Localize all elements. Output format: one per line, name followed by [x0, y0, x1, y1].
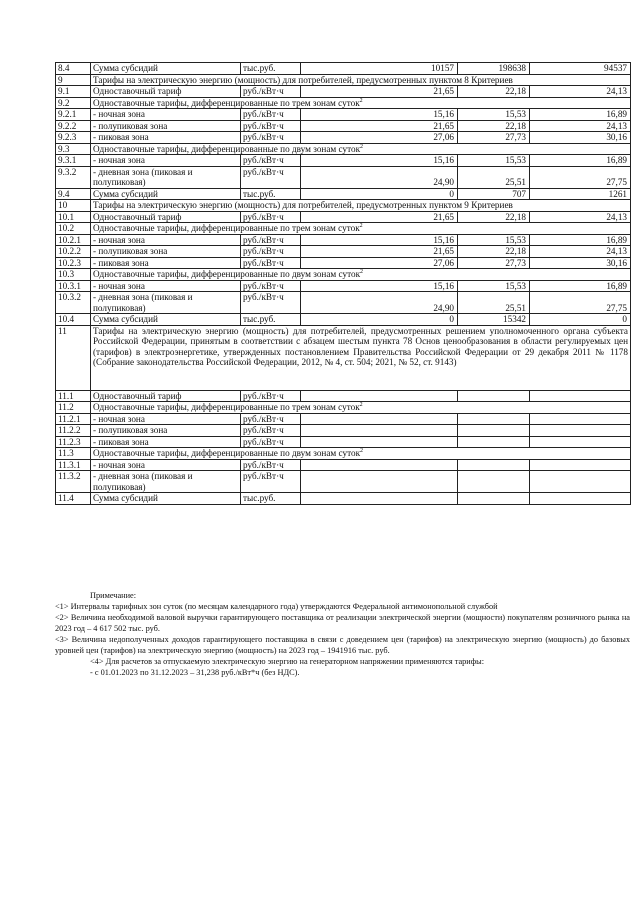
- row-name: - пиковая зона: [91, 257, 241, 269]
- value-cell: [301, 459, 458, 471]
- value-cell: 22,18: [458, 86, 530, 98]
- table-row: [56, 97, 631, 109]
- value-cell: 30,16: [530, 132, 631, 144]
- row-unit: руб./кВт·ч: [241, 86, 301, 98]
- value-cell: 25,51: [458, 292, 530, 314]
- value-cell: 27,73: [458, 257, 530, 269]
- row-number: 11.3.2: [56, 471, 91, 493]
- value-cell: 21,65: [301, 211, 458, 223]
- row-number: 10.2.1: [56, 234, 91, 246]
- row-name: - дневная зона (пиковая и полупиковая): [91, 292, 241, 314]
- footnote-marker: 2: [360, 268, 364, 275]
- value-cell: [530, 413, 631, 425]
- row-unit: руб./кВт·ч: [241, 246, 301, 258]
- value-cell: 27,06: [301, 257, 458, 269]
- value-cell: [458, 471, 530, 493]
- value-cell: 15,53: [458, 109, 530, 121]
- table-row: [56, 223, 631, 235]
- value-cell: 15,16: [301, 109, 458, 121]
- value-cell: 15,16: [301, 234, 458, 246]
- row-name: - ночная зона: [91, 413, 241, 425]
- table-body: [56, 63, 631, 505]
- row-name: - полупиковая зона: [91, 246, 241, 258]
- row-name: Сумма субсидий: [91, 63, 241, 75]
- row-number: 9.2.1: [56, 109, 91, 121]
- table-row: [56, 120, 631, 132]
- value-cell: 0: [530, 314, 631, 326]
- value-cell: 15,16: [301, 155, 458, 167]
- row-unit: тыс.руб.: [241, 188, 301, 200]
- value-cell: 15342: [458, 314, 530, 326]
- value-cell: [301, 413, 458, 425]
- value-cell: [458, 425, 530, 437]
- section-heading: [91, 74, 631, 86]
- section-heading: [91, 223, 631, 235]
- table-row: [56, 74, 631, 86]
- row-name: - ночная зона: [91, 155, 241, 167]
- footnote-marker: 2: [360, 447, 364, 454]
- row-unit: руб./кВт·ч: [241, 413, 301, 425]
- value-cell: 24,13: [530, 211, 631, 223]
- section-heading-text: Одноставочные тарифы, дифференцированные по двум зонам суток: [93, 269, 361, 279]
- value-cell: 25,51: [458, 166, 530, 188]
- value-cell: [301, 425, 458, 437]
- value-cell: [530, 436, 631, 448]
- section-heading-text: Одноставочные тарифы, дифференцированные по трем зонам суток: [93, 402, 360, 412]
- table-row: [56, 436, 631, 448]
- row-unit: руб./кВт·ч: [241, 132, 301, 144]
- value-cell: 15,16: [301, 280, 458, 292]
- note-3: <3> Величина недополученных доходов гарантирующего поставщика в связи с доведением цен (тарифов) на электрическую энергию (мощность) до базовых уровней цен (тарифов) на электрическую энергию (мощность) на 2023 год – 1941916 тыс. руб.: [55, 635, 630, 655]
- row-number: 10.1: [56, 211, 91, 223]
- row-name: - полупиковая зона: [91, 425, 241, 437]
- notes-section: [55, 590, 630, 678]
- row-number: 9.4: [56, 188, 91, 200]
- value-cell: [530, 459, 631, 471]
- table-row: [56, 280, 631, 292]
- row-number: 11.4: [56, 493, 91, 505]
- row-unit: тыс.руб.: [241, 63, 301, 75]
- row-number: 9.2.2: [56, 120, 91, 132]
- footnote-marker: 2: [359, 97, 363, 104]
- row-number: 9.3: [56, 143, 91, 155]
- section-heading-text: Одноставочные тарифы, дифференцированные по трем зонам суток: [93, 97, 360, 108]
- value-cell: 24,13: [530, 86, 631, 98]
- row-number: 11.2: [56, 402, 91, 414]
- value-cell: 21,65: [301, 120, 458, 132]
- table-row: [56, 86, 631, 98]
- table-row: [56, 188, 631, 200]
- row-unit: руб./кВт·ч: [241, 280, 301, 292]
- note-5: - с 01.01.2023 по 31.12.2023 – 31,238 руб./кВт*ч (без НДС).: [90, 668, 300, 677]
- value-cell: [458, 459, 530, 471]
- value-cell: 22,18: [458, 120, 530, 132]
- row-number: 9.2.3: [56, 132, 91, 144]
- row-number: 11.2.2: [56, 425, 91, 437]
- value-cell: 24,90: [301, 166, 458, 188]
- footnote-marker: 2: [360, 143, 364, 150]
- value-cell: [458, 390, 530, 402]
- value-cell: 27,73: [458, 132, 530, 144]
- row-unit: руб./кВт·ч: [241, 257, 301, 269]
- value-cell: [301, 436, 458, 448]
- table-row: [56, 493, 631, 505]
- row-unit: руб./кВт·ч: [241, 234, 301, 246]
- value-cell: 94537: [530, 63, 631, 75]
- table-row: [56, 166, 631, 188]
- row-number: 11.3: [56, 448, 91, 460]
- row-number: 11.1: [56, 390, 91, 402]
- section-heading-text: Одноставочные тарифы, дифференцированные по двум зонам суток: [93, 143, 361, 154]
- row-name: Одноставочный тариф: [91, 390, 241, 402]
- note-1: <1> Интервалы тарифных зон суток (по месяцам календарного года) утверждаются Федеральной антимонопольной службой: [55, 602, 498, 611]
- row-number: 8.4: [56, 63, 91, 75]
- value-cell: 24,13: [530, 120, 631, 132]
- row-number: 10.3: [56, 269, 91, 281]
- table-row: [56, 234, 631, 246]
- note-2: <2> Величина необходимой валовой выручки гарантирующего поставщика от реализации электрической энергии (мощности) покупателям розничного рынка на 2023 год – 4 617 502 тыс. руб.: [55, 613, 630, 633]
- section-heading-text: Одноставочные тарифы, дифференцированные по трем зонам суток: [93, 223, 360, 233]
- table-row: [56, 413, 631, 425]
- value-cell: 198638: [458, 63, 530, 75]
- row-name: Одноставочный тариф: [91, 86, 241, 98]
- value-cell: 22,18: [458, 211, 530, 223]
- row-number: 10.4: [56, 314, 91, 326]
- value-cell: 16,89: [530, 155, 631, 167]
- value-cell: [301, 390, 458, 402]
- value-cell: 707: [458, 188, 530, 200]
- row-name: - ночная зона: [91, 459, 241, 471]
- table-row: [56, 63, 631, 75]
- row-number: 10.3.2: [56, 292, 91, 314]
- row-unit: руб./кВт·ч: [241, 459, 301, 471]
- section-heading: [91, 448, 631, 460]
- row-unit: руб./кВт·ч: [241, 166, 301, 188]
- row-name: - ночная зона: [91, 280, 241, 292]
- value-cell: [530, 390, 631, 402]
- row-number: 11: [56, 325, 91, 390]
- section-heading: [91, 97, 631, 109]
- table-row: [56, 471, 631, 493]
- section-heading-wide: [91, 325, 631, 390]
- table-row: [56, 143, 631, 155]
- row-name: Сумма субсидий: [91, 188, 241, 200]
- row-number: 9.3.2: [56, 166, 91, 188]
- section-heading-text: Одноставочные тарифы, дифференцированные по двум зонам суток: [93, 448, 361, 458]
- value-cell: [301, 471, 458, 493]
- row-unit: руб./кВт·ч: [241, 390, 301, 402]
- table-row: [56, 109, 631, 121]
- section-heading: [91, 402, 631, 414]
- row-number: 10.3.1: [56, 280, 91, 292]
- row-unit: руб./кВт·ч: [241, 120, 301, 132]
- table-row: [56, 269, 631, 281]
- row-name: Сумма субсидий: [91, 314, 241, 326]
- value-cell: 16,89: [530, 234, 631, 246]
- row-name: - пиковая зона: [91, 436, 241, 448]
- value-cell: [458, 413, 530, 425]
- value-cell: 27,75: [530, 292, 631, 314]
- value-cell: 27,75: [530, 166, 631, 188]
- row-unit: руб./кВт·ч: [241, 155, 301, 167]
- section-heading: [91, 269, 631, 281]
- value-cell: 24,90: [301, 292, 458, 314]
- row-number: 9.2: [56, 97, 91, 109]
- table-row: [56, 402, 631, 414]
- notes-title: Примечание:: [90, 591, 137, 600]
- value-cell: [301, 493, 458, 505]
- value-cell: 21,65: [301, 246, 458, 258]
- table-row: [56, 155, 631, 167]
- row-name: - дневная зона (пиковая и полупиковая): [91, 471, 241, 493]
- value-cell: [458, 436, 530, 448]
- row-unit: руб./кВт·ч: [241, 109, 301, 121]
- value-cell: 1261: [530, 188, 631, 200]
- row-number: 10.2.3: [56, 257, 91, 269]
- value-cell: 16,89: [530, 109, 631, 121]
- footnote-marker: 2: [359, 222, 363, 229]
- table-row: [56, 314, 631, 326]
- section-heading: [91, 200, 631, 212]
- row-number: 9.1: [56, 86, 91, 98]
- table-row: [56, 257, 631, 269]
- row-number: 10: [56, 200, 91, 212]
- row-name: - полупиковая зона: [91, 120, 241, 132]
- value-cell: 15,53: [458, 155, 530, 167]
- value-cell: 22,18: [458, 246, 530, 258]
- section-heading-text: Тарифы на электрическую энергию (мощность) для потребителей, предусмотренных пунктом 9 Критериев: [93, 200, 513, 210]
- table-row: [56, 292, 631, 314]
- value-cell: 15,53: [458, 280, 530, 292]
- row-unit: тыс.руб.: [241, 493, 301, 505]
- row-unit: руб./кВт·ч: [241, 436, 301, 448]
- value-cell: 27,06: [301, 132, 458, 144]
- value-cell: [530, 425, 631, 437]
- table-row: [56, 211, 631, 223]
- row-name: - дневная зона (пиковая и полупиковая): [91, 166, 241, 188]
- row-name: - ночная зона: [91, 234, 241, 246]
- row-number: 9.3.1: [56, 155, 91, 167]
- row-unit: руб./кВт·ч: [241, 425, 301, 437]
- row-name: - пиковая зона: [91, 132, 241, 144]
- value-cell: 15,53: [458, 234, 530, 246]
- value-cell: 21,65: [301, 86, 458, 98]
- table-row: [56, 459, 631, 471]
- row-unit: тыс.руб.: [241, 314, 301, 326]
- value-cell: [530, 493, 631, 505]
- row-name: - ночная зона: [91, 109, 241, 121]
- row-name: Одноставочный тариф: [91, 211, 241, 223]
- note-4: <4> Для расчетов за отпускаемую электрическую энергию на генераторном напряжении применяются тарифы:: [90, 657, 485, 666]
- tariff-table: [55, 62, 631, 505]
- value-cell: [530, 471, 631, 493]
- value-cell: 16,89: [530, 280, 631, 292]
- row-number: 9: [56, 74, 91, 86]
- value-cell: 24,13: [530, 246, 631, 258]
- row-number: 11.2.3: [56, 436, 91, 448]
- value-cell: [458, 493, 530, 505]
- row-name: Сумма субсидий: [91, 493, 241, 505]
- value-cell: 10157: [301, 63, 458, 75]
- table-row: [56, 390, 631, 402]
- row-number: 10.2.2: [56, 246, 91, 258]
- row-unit: руб./кВт·ч: [241, 471, 301, 493]
- row-number: 10.2: [56, 223, 91, 235]
- value-cell: 0: [301, 188, 458, 200]
- row-unit: руб./кВт·ч: [241, 292, 301, 314]
- row-unit: руб./кВт·ч: [241, 211, 301, 223]
- section-heading: [91, 143, 631, 155]
- table-row: [56, 325, 631, 390]
- table-row: [56, 200, 631, 212]
- row-number: 11.3.1: [56, 459, 91, 471]
- value-cell: 0: [301, 314, 458, 326]
- row-number: 11.2.1: [56, 413, 91, 425]
- section-heading-text: Тарифы на электрическую энергию (мощность) для потребителей, предусмотренных решением уполномоченного органа субъекта Российской Федерации, принятым в соответствии с абзацем шестым пункта 78 Основ ценообразования в области регулируемых цен (тарифов) в электроэнергетике, утвержденных постановлением Правительства Российской Федерации от 29 декабря 2011 № 1178 (Собрание законодательства Российской Федерации, 2012, № 4, ст. 504; 2021, № 52, ст. 9143): [93, 325, 628, 367]
- table-row: [56, 448, 631, 460]
- table-row: [56, 132, 631, 144]
- footnote-marker: 2: [359, 401, 363, 408]
- table-row: [56, 425, 631, 437]
- value-cell: 30,16: [530, 257, 631, 269]
- section-heading-text: Тарифы на электрическую энергию (мощность) для потребителей, предусмотренных пунктом 8 Критериев: [93, 74, 513, 85]
- table-row: [56, 246, 631, 258]
